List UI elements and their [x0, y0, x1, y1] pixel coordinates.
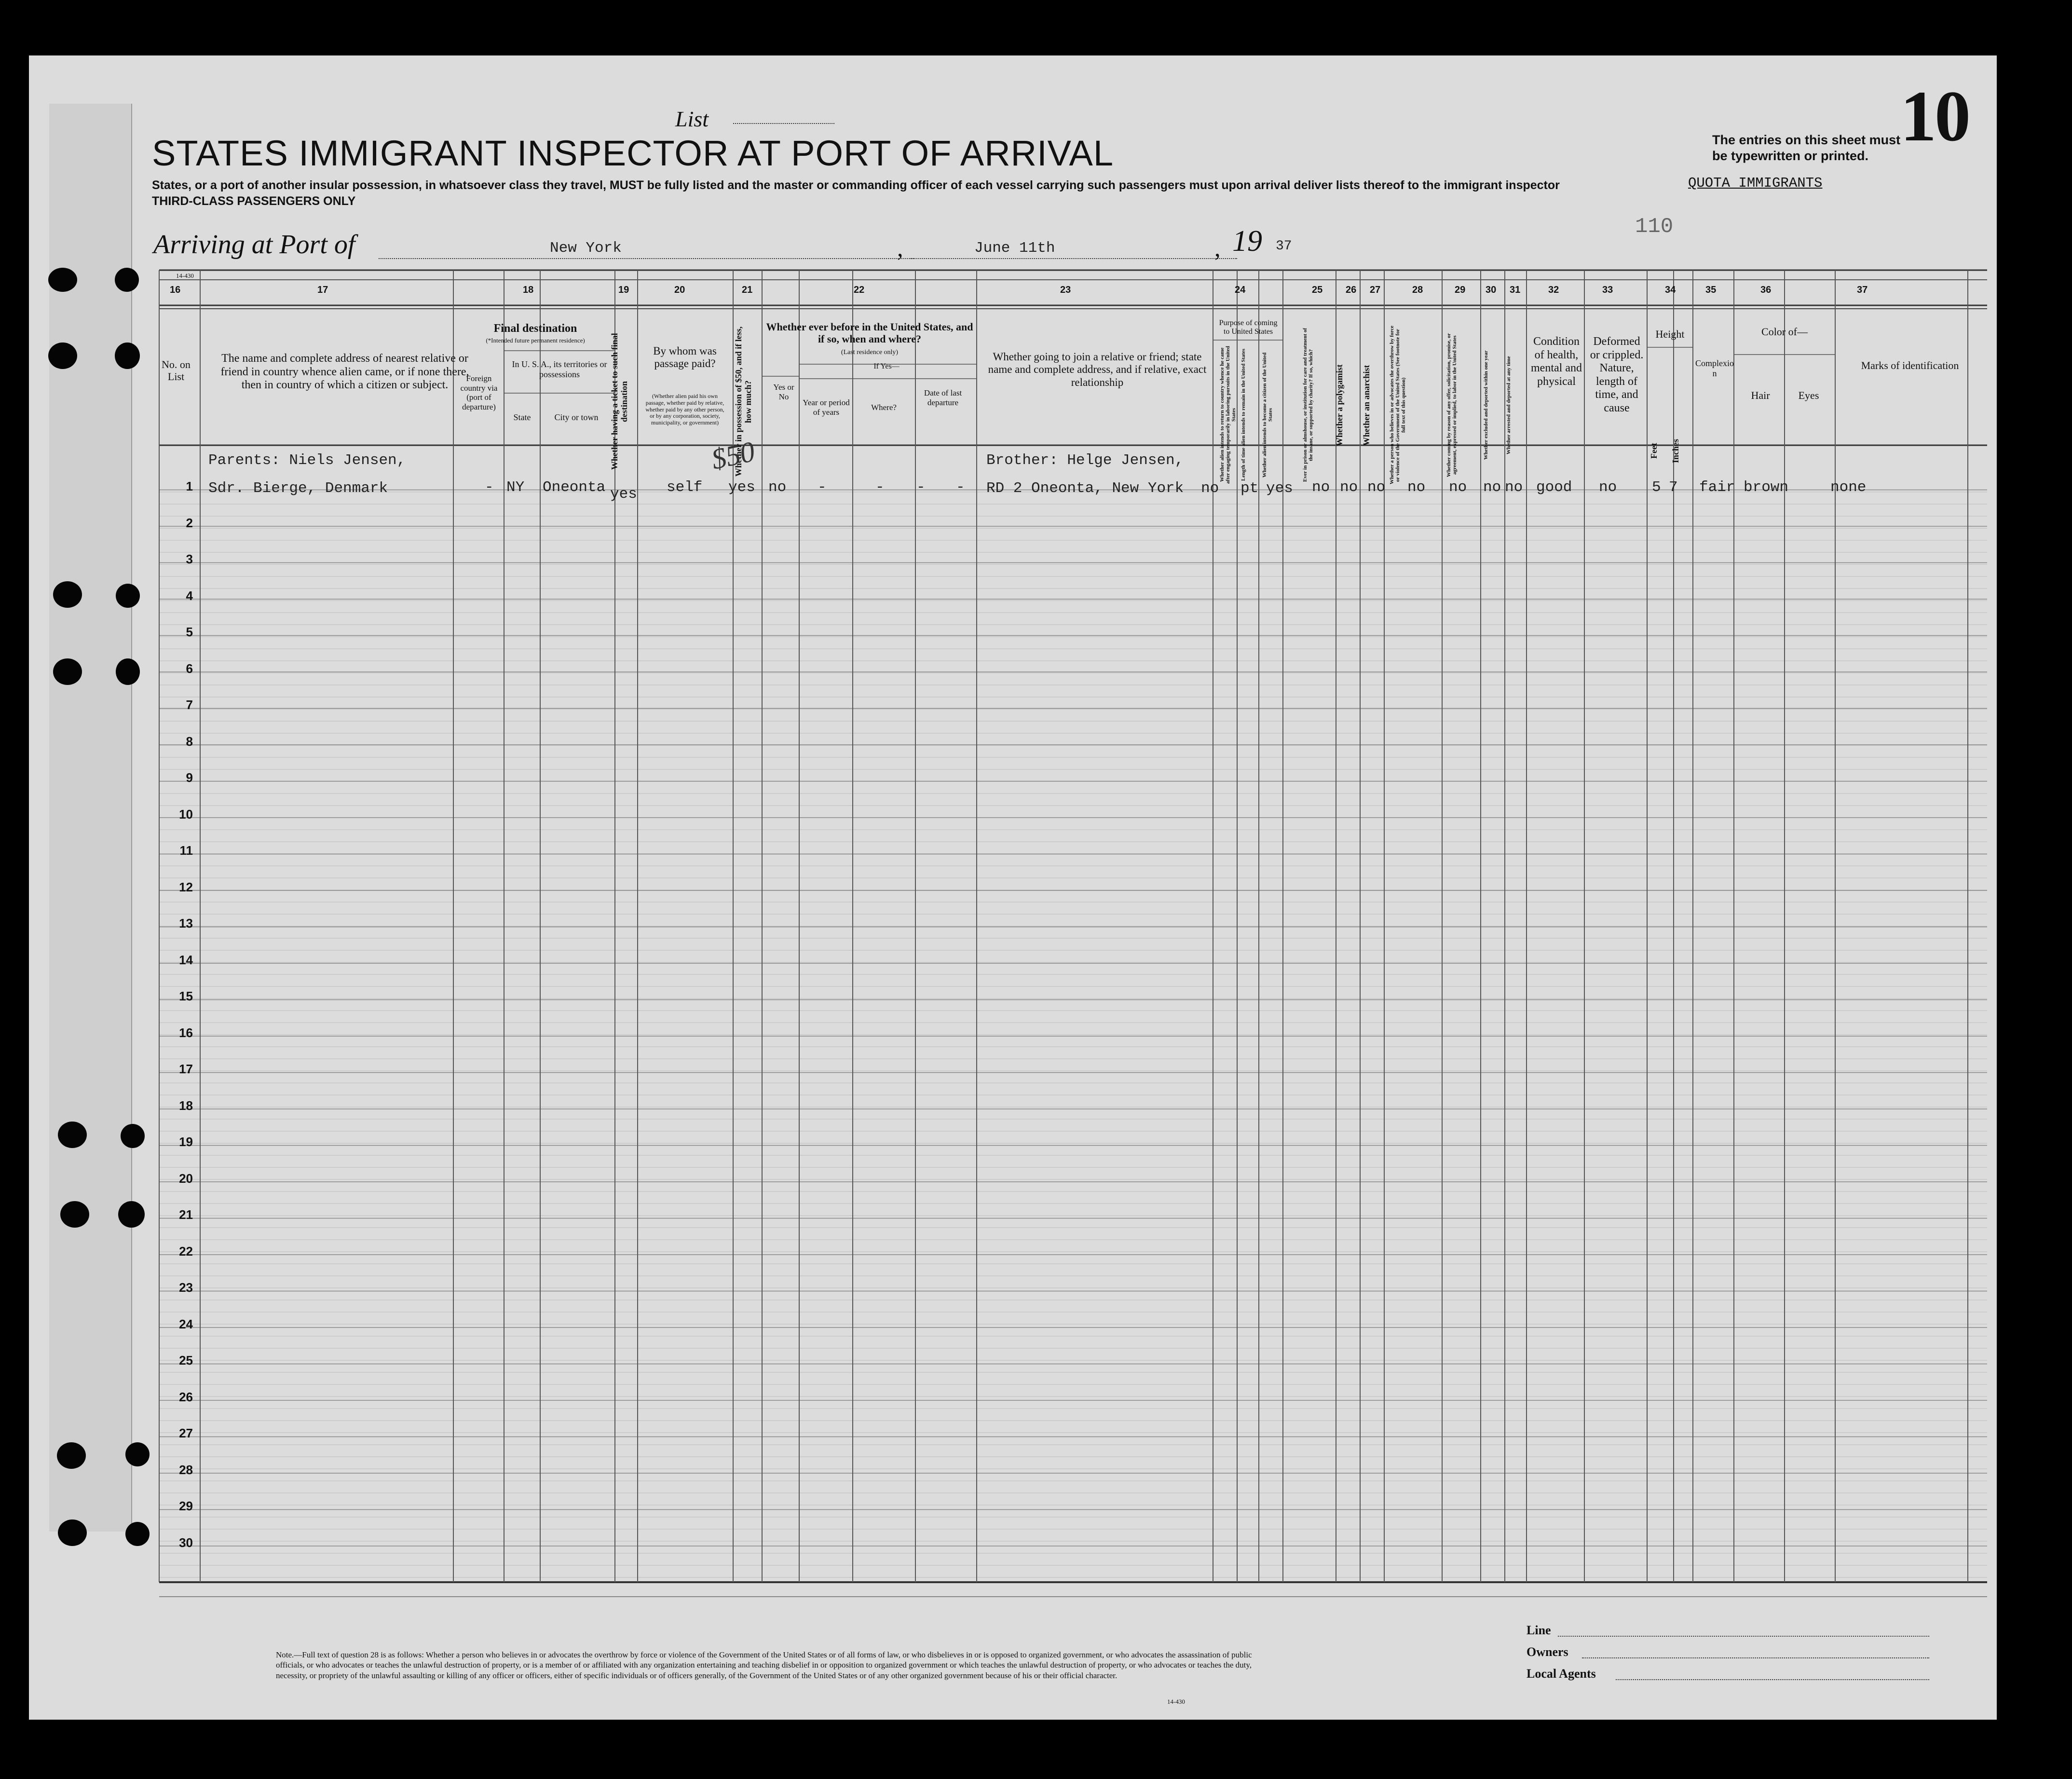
col-num-25: 25 [1312, 285, 1323, 295]
row-number: 30 [179, 1535, 193, 1550]
punch-hole [118, 1201, 145, 1228]
header-color-of: Color of— [1761, 326, 1808, 338]
header-purpose-citizen: Whether alien intends to become a citizen of the United States [1262, 352, 1274, 478]
row-number: 7 [186, 698, 193, 712]
header-yes-no: Yes or No [773, 383, 794, 401]
header-final-destination: Final destination [493, 322, 577, 335]
entry-purpose-length: pt [1240, 480, 1259, 497]
header-c29: Whether coming by reason of any offer, solicitation, promise, or agreement, expressed or implied, to labor in the United States [1446, 333, 1458, 478]
entry-purpose-citizen: yes [1266, 480, 1293, 497]
date-rule [909, 258, 1237, 259]
header-foreign: Foreign country via (port of departure) [460, 374, 498, 411]
manifest-page [29, 55, 1997, 1720]
row-number: 21 [179, 1207, 193, 1222]
header-deformed: Deformed or crippled. Nature, length of time, and cause [1590, 335, 1644, 414]
row-number: 17 [179, 1062, 193, 1076]
entry-date-departure: - [916, 479, 926, 496]
row-number: 28 [179, 1462, 193, 1477]
row-number: 14 [179, 952, 193, 967]
punch-hole [116, 658, 140, 685]
col-num-30: 30 [1486, 285, 1497, 295]
col-num-21: 21 [742, 285, 753, 295]
row-number: 13 [179, 916, 193, 931]
header-year-period: Year or period of years [803, 398, 850, 417]
col-num-18: 18 [523, 285, 534, 295]
comma-2: , [1214, 234, 1221, 261]
punch-hole [116, 584, 140, 608]
col-num-33: 33 [1602, 285, 1613, 295]
entry-relative-line2: Sdr. Bierge, Denmark [208, 480, 388, 497]
header-city: City or town [554, 412, 599, 422]
col-num-19: 19 [618, 285, 629, 295]
row-number: 15 [179, 989, 193, 1003]
entries-note-1: The entries on this sheet must [1712, 133, 1901, 147]
instruction-line-2: THIRD-CLASS PASSENGERS ONLY [152, 194, 356, 208]
header-possession: Whether in possession of $50, and if less, how much? [734, 326, 753, 477]
row-number: 16 [179, 1025, 193, 1040]
header-eyes: Eyes [1798, 389, 1819, 401]
col-num-22: 22 [854, 285, 865, 295]
entry-feet: 5 [1652, 479, 1661, 496]
punch-hole [57, 1442, 86, 1469]
port-rule [379, 258, 914, 259]
header-join-relative: Whether going to join a relative or friend; state name and complete address, and if relative, exact relationship [988, 351, 1207, 388]
col-num-32: 32 [1548, 285, 1559, 295]
row-number: 11 [179, 843, 193, 858]
entry-where: - [875, 479, 885, 496]
footer-owners-label: Owners [1527, 1645, 1568, 1659]
row-number: 24 [179, 1316, 193, 1331]
row-number: 1 [186, 479, 193, 493]
header-anarchist: Whether an anarchist [1362, 365, 1371, 446]
header-purpose: Purpose of coming to United States [1219, 319, 1278, 336]
col-num-31: 31 [1510, 285, 1521, 295]
punch-hole [115, 342, 140, 369]
punch-hole [58, 1519, 87, 1546]
row-number: 9 [186, 770, 193, 785]
row-number: 23 [179, 1280, 193, 1295]
header-c31: Whether arrested and deported at any time [1506, 356, 1512, 454]
row-number: 8 [186, 734, 193, 749]
footer-agents-label: Local Agents [1527, 1667, 1596, 1681]
entry-complexion: fair [1699, 479, 1735, 496]
list-number: 10 [1900, 76, 1969, 156]
entry-before: no [768, 479, 787, 496]
header-c28: Whether a person who believes in or advocates the overthrow by force or violence of the Government of the United States (See footnote for full text of this question) [1389, 326, 1407, 485]
ruled-grid [29, 55, 1997, 1720]
header-before-us: Whether ever before in the United States, and if so, when and where? [766, 321, 973, 345]
entry-c29: no [1449, 479, 1467, 496]
entry-purpose-return: no [1201, 480, 1219, 497]
entry-ticket: yes [610, 486, 637, 503]
entry-c26: no [1340, 479, 1358, 496]
header-passage-sub: (Whether alien paid his own passage, whether paid by relative, whether paid by any other person, or by any corporation, society, municipality, or government) [645, 393, 724, 426]
entry-c27: no [1367, 479, 1386, 496]
header-final-destination-sub: (*Intended future permanent residence) [486, 337, 585, 344]
header-state: State [513, 412, 531, 422]
row-number: 29 [179, 1499, 193, 1513]
header-in-usa: In U. S. A., its territories or possessions [512, 359, 607, 379]
entry-possession: yes [728, 479, 755, 496]
header-prison: Ever in prison or almshouse, or institution for care and treatment of the insane, or supported by charity? If so, which? [1302, 328, 1314, 482]
entry-health: good [1536, 479, 1572, 496]
entry-deformed: no [1599, 479, 1617, 496]
footer-agents-rule [1616, 1679, 1929, 1680]
year-suffix: 37 [1276, 239, 1292, 254]
arriving-label: Arriving at Port of [153, 230, 355, 260]
header-relative: The name and complete address of nearest relative or friend in country whence alien came, or if none there, then in country of which a citizen or subject. [220, 352, 469, 392]
header-where: Where? [871, 403, 897, 412]
row-number: 6 [186, 661, 193, 676]
footer-owners-rule [1582, 1657, 1929, 1658]
punch-hole [48, 268, 77, 292]
row-number: 22 [179, 1244, 193, 1259]
row-number: 2 [186, 515, 193, 530]
punch-hole [53, 658, 82, 685]
header-polygamist: Whether a polygamist [1335, 364, 1344, 446]
entry-state: NY [506, 479, 525, 496]
col-num-17: 17 [317, 285, 328, 295]
header-date-departure: Date of last departure [924, 388, 962, 407]
entry-inches: 7 [1669, 479, 1678, 496]
header-marks: Marks of identification [1861, 359, 1959, 371]
row-number: 4 [186, 588, 193, 603]
col-num-27: 27 [1370, 285, 1381, 295]
header-purpose-return: Whether alien intends to return to country whence he came after engaging temporarily in laboring pursuits in the United States [1219, 346, 1237, 484]
form-title: STATES IMMIGRANT INSPECTOR AT PORT OF ARRIVAL [152, 133, 1114, 173]
form-code-bottom: 14-430 [1167, 1698, 1185, 1705]
punch-hole [121, 1124, 145, 1148]
entry-money-handwritten: $50 [709, 435, 758, 476]
entry-c31: no [1505, 479, 1523, 496]
row-number: 18 [179, 1098, 193, 1113]
header-complexion: Complexion [1695, 358, 1734, 378]
header-before-us-sub: (Last residence only) [841, 349, 899, 356]
row-number: 20 [179, 1171, 193, 1186]
entry-hair: brown [1744, 479, 1789, 496]
footer-line-rule [1558, 1636, 1929, 1637]
col-num-24: 24 [1235, 285, 1246, 295]
list-rule [733, 123, 834, 124]
col-num-16: 16 [170, 285, 181, 295]
year-prefix: 19 [1232, 225, 1262, 258]
punch-hole [58, 1122, 87, 1148]
row-number: 25 [179, 1353, 193, 1368]
entry-c28: no [1407, 479, 1426, 496]
quota-label: QUOTA IMMIGRANTS [1688, 175, 1823, 191]
row-number: 27 [179, 1426, 193, 1440]
sheet-number: 110 [1635, 215, 1674, 239]
header-c30: Whether excluded and deported within one year [1483, 350, 1489, 460]
col-num-28: 28 [1412, 285, 1423, 295]
entry-passage: self [667, 479, 703, 496]
col-num-37: 37 [1857, 285, 1868, 295]
entry-relative-line1: Parents: Niels Jensen, [208, 452, 406, 469]
entry-foreign: - [485, 479, 494, 496]
header-feet: Feet [1649, 443, 1659, 459]
punch-hole [125, 1522, 150, 1546]
entry-c25: no [1312, 479, 1330, 496]
col-num-29: 29 [1455, 285, 1466, 295]
entries-note-2: be typewritten or printed. [1712, 149, 1869, 163]
header-purpose-length: Length of time alien intends to remain in the United States [1240, 348, 1246, 481]
entry-city: Oneonta [543, 479, 606, 496]
header-ticket: Whether having a ticket to such final destination [610, 333, 629, 470]
header-no-on-list: No. on List [162, 358, 191, 383]
port-value: New York [550, 240, 622, 257]
header-inches: Inches [1671, 439, 1680, 464]
col-num-26: 26 [1346, 285, 1357, 295]
footer-line-label: Line [1527, 1623, 1551, 1637]
entry-join-dash: - [956, 479, 965, 496]
punch-hole [115, 268, 139, 292]
comma-1: , [897, 234, 903, 261]
entry-c30: no [1483, 479, 1501, 496]
col-num-35: 35 [1705, 285, 1717, 295]
footnote-q28: Note.—Full text of question 28 is as follows: Whether a person who believes in or advocates the overthrow by force or violence of the Government of the United States or of all forms of law, or who disbelieves in or is opposed to organized government, or who advocates the assassination of public officials, or who advocates or teaches the unlawful destruction of property, or is a member of or affiliated with any organization entertaining and teaching disbelief in or opposition to organized government or which teaches the unlawful destruction of property, or who advocates or teaches the duty, necessity, or propriety of the unlawful assaulting or killing of any officer or officers, either of specific individuals or of officers generally, of the Government of the United States or of any other organized government because of his or their official character. [276, 1650, 1252, 1680]
punch-hole [53, 581, 82, 608]
header-height: Height [1655, 328, 1685, 340]
row-number: 3 [186, 552, 193, 566]
row-number: 12 [179, 879, 193, 894]
header-passage: By whom was passage paid? [653, 345, 717, 370]
list-label: List [675, 107, 709, 131]
header-hair: Hair [1751, 389, 1770, 401]
entry-join-line2: RD 2 Oneonta, New York [986, 480, 1184, 497]
punch-hole [60, 1201, 89, 1228]
punch-hole [48, 342, 77, 369]
row-number: 26 [179, 1389, 193, 1404]
col-num-36: 36 [1760, 285, 1772, 295]
entry-year-period: - [818, 479, 827, 496]
col-num-34: 34 [1665, 285, 1676, 295]
row-number: 5 [186, 625, 193, 639]
col-num-20: 20 [674, 285, 685, 295]
col-num-23: 23 [1060, 285, 1071, 295]
header-health: Condition of health, mental and physical [1531, 335, 1582, 388]
date-value: June 11th [974, 240, 1055, 257]
entry-marks: none [1830, 479, 1867, 496]
row-number: 19 [179, 1135, 193, 1149]
instruction-line-1: States, or a port of another insular possession, in whatsoever class they travel, MUST be fully listed and the master or commanding officer of each vessel carrying such passengers must upon arrival deliver lists thereof to the immigrant inspector [152, 178, 1560, 192]
header-if-yes: If Yes— [873, 362, 900, 370]
punch-hole [125, 1442, 150, 1466]
row-number: 10 [179, 807, 193, 821]
form-code-top: 14-430 [176, 272, 194, 279]
entry-join-line1: Brother: Helge Jensen, [986, 452, 1184, 469]
